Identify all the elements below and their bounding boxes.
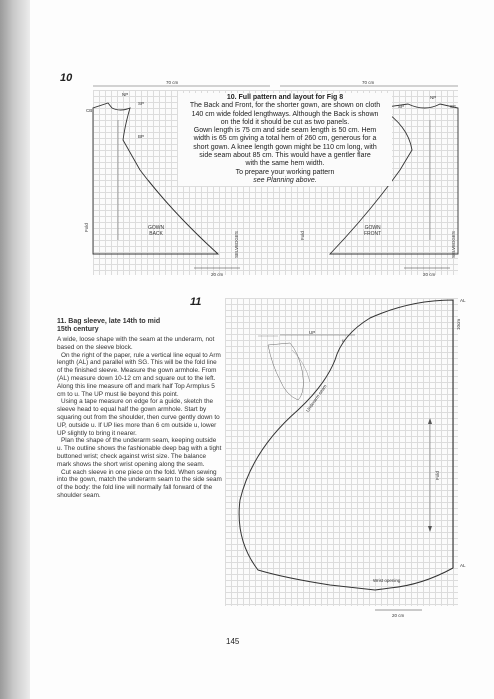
figure-10-number: 10 [60,72,73,84]
fig10-left-label-cb: CB [86,108,93,113]
fig11-al-top: AL [460,298,466,303]
fig10-left-label-sp: SP [138,101,145,106]
bag-sleeve-title [57,318,222,334]
caption-line: width is 65 cm giving a total hem of 260 cm, generous for a [193,135,377,143]
fig11-wrist-opening: Wrist opening [373,578,401,583]
fig10-right-scale: 20 cm [423,272,436,277]
fig11-al-bottom: AL [460,563,466,568]
paragraph: Plan the shape of the underarm seam, keeping outside u. The outline shows the fashionable deep bag with a tight buttoned wrist; check against wrist size. The balance mark shows the short wrist opening along the seam. [57,437,222,468]
paragraph: On the right of the paper, rule a vertical line equal to Arm length (AL) and parallel with SG. This will be the fold line of the finished sleeve. Measure the gown armhole. From (AL) measure down 10-12 cm and square out to the left. Along this line measure off and mark half Top Armplus 5 cm to u. The UP must lie beyond this point. [57,351,221,398]
fig10-measure-left: 70 cm [166,80,179,85]
fig10-right-label-cf: CF [450,104,456,109]
fig11-underarm-seam: Underarm seam [305,383,328,413]
page-number: 145 [226,637,240,646]
fig10-left-selvedges: SELVEDGES [234,231,239,258]
fig10-left-label-bp: BP [138,134,145,139]
fig10-left-scale: 20 cm [211,272,224,277]
fig10-right-selvedges: SELVEDGES [451,231,456,258]
caption-line: with the same hem width. [245,160,325,168]
caption-last-line: see Planning above. [253,176,317,184]
fig10-right-fold: Fold [300,231,305,240]
caption-line: The Back and Front, for the shorter gown, are shown on cloth [189,102,381,110]
figure-11-number: 11 [190,296,202,308]
caption-line: side seam about 85 cm. This would have a gentler flare [199,152,371,160]
paragraph: Using a tape measure on edge for a guide, sketch the sleeve head to equal half the gown armhole. Start by squaring out from the shoulder, then curve gently down to UP, outside u. If UP lies more than 6 cm outside u, lower UP slightly to bring it nearer. [57,398,220,437]
fig10-measure-right: 70 cm [362,80,375,85]
fig10-gown-back-label: GOWN BACK [148,225,165,237]
book-page [30,0,494,699]
caption-line: 140 cm wide folded lengthways. Although the Back is shown [191,110,379,118]
caption-line: Gown length is 75 cm and side seam length is 50 cm. Hem [193,127,377,135]
bag-sleeve-title-line1: 11. Bag sleeve, late 14th to mid [57,318,161,325]
fig11-up-label: UP [309,330,316,335]
binding-shadow [0,0,30,699]
bag-sleeve-text [57,318,222,500]
bag-sleeve-title-line2: 15th century [57,326,99,333]
caption-line: To prepare your working pattern [235,168,335,176]
fig10-right-label-sp: SP [398,104,405,109]
fig10-right-label-np: NP [430,95,437,100]
fig10-left-fold: Fold [84,223,89,232]
fig11-scale: 20 cm [392,613,405,618]
fig11-10cm: 10cm [456,318,461,330]
paragraph: A wide, loose shape with the seam at the underarm, not based on the sleeve block. [57,336,215,351]
paragraph: Cut each sleeve in one piece on the fold. When sewing into the gown, match the underarm seam to the side seam of the body: the fold line will normally fall forward of the shoulder seam. [57,468,222,499]
caption-line: on the fold it should be cut as two panels. [220,118,350,126]
caption-title: 10. Full pattern and layout for Fig 8 [226,94,344,101]
fig11-fold: Fold [435,471,440,480]
fig10-left-label-np: NP [122,92,129,97]
fig11-u-label: u [342,338,345,343]
caption-line: short gown. A knee length gown might be 110 cm long, with [193,143,377,151]
fig10-gown-front-label: GOWN FRONT [364,225,382,237]
